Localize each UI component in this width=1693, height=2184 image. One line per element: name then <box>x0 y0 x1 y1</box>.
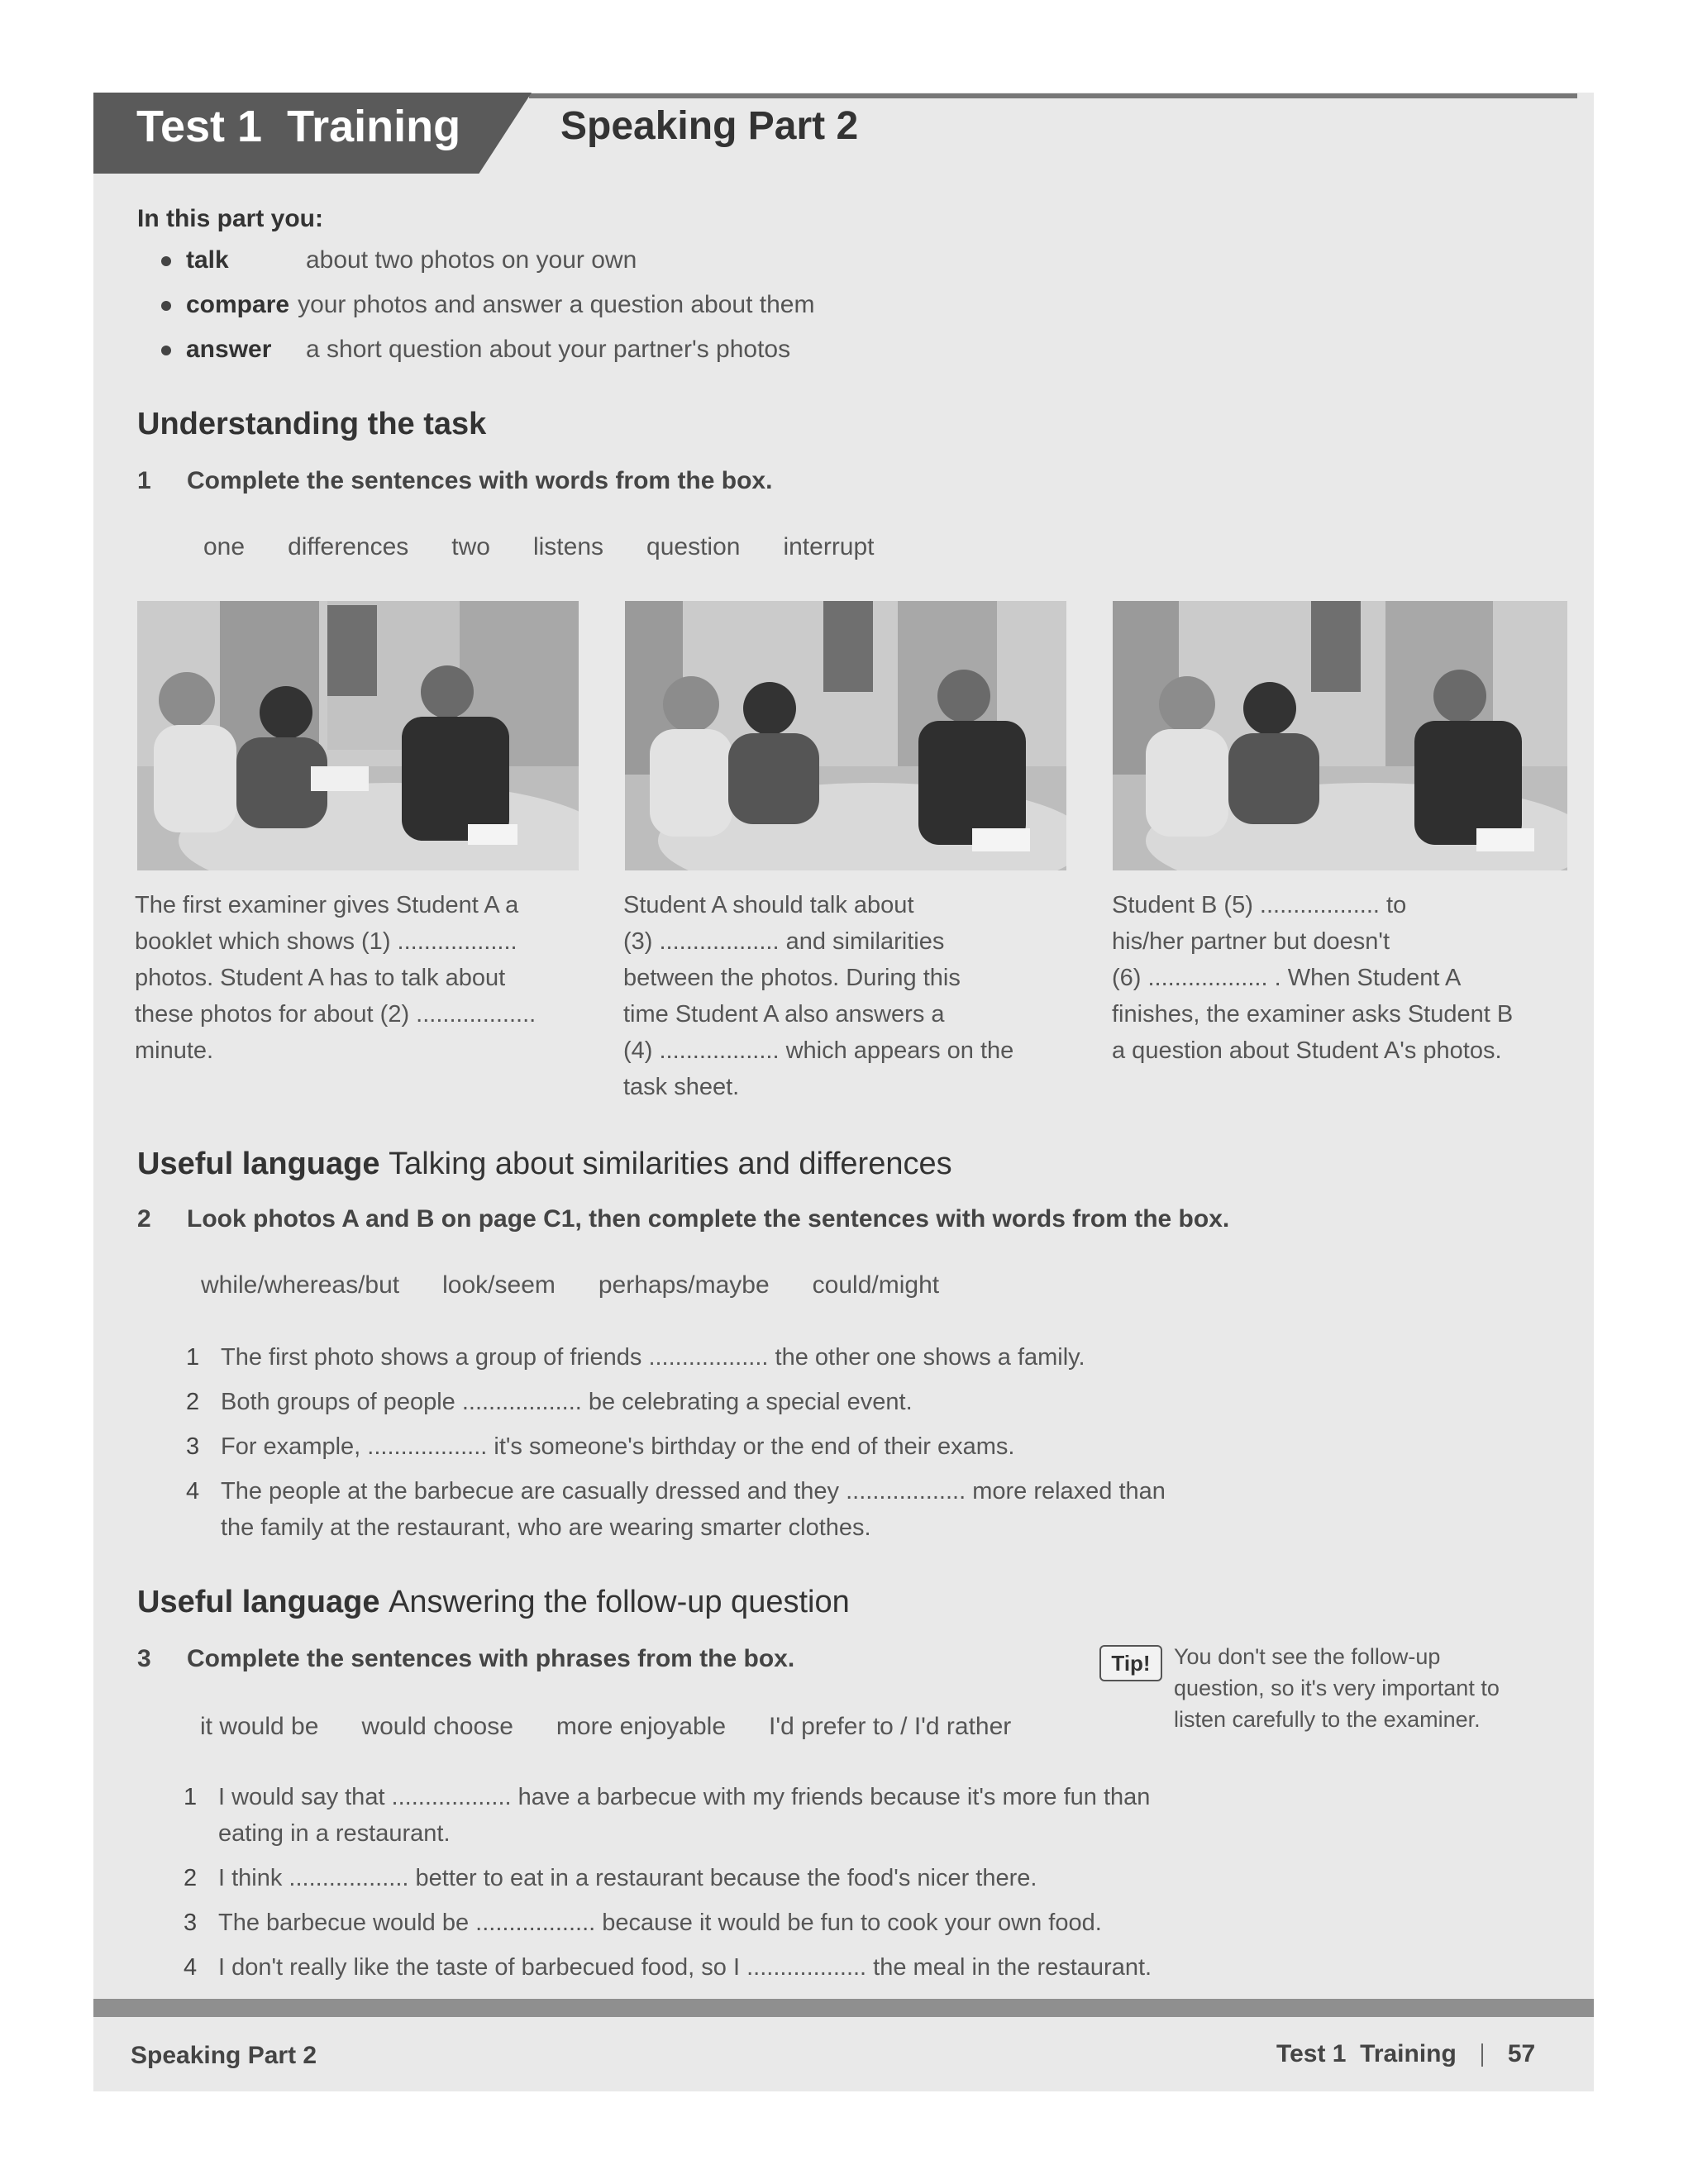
word-box-item: differences <box>288 533 409 560</box>
bullet-keyword: compare <box>186 291 290 318</box>
word-box-item: one <box>203 533 246 560</box>
footer-divider <box>1481 2043 1483 2067</box>
section-heading-understanding: Understanding the task <box>137 407 487 441</box>
item-text: I would say that .................. have a barbecue with my friends because it's more fun than <box>218 1784 1151 1810</box>
bullet-keyword: talk <box>186 246 229 274</box>
footer-test-label: Test 1 Training <box>1276 2040 1457 2067</box>
bullet-dot <box>161 346 171 355</box>
word-box-item: listens <box>532 533 604 560</box>
word-box-item: question <box>646 533 741 560</box>
footer-section-label: Speaking Part 2 <box>131 2042 317 2069</box>
item-number: 3 <box>186 1433 200 1460</box>
intro-heading: In this part you: <box>137 205 323 232</box>
page-number: 57 <box>1507 2040 1536 2067</box>
bullet-dot <box>161 301 171 311</box>
caption-line: minute. <box>135 1037 214 1064</box>
exercise-instruction: Complete the sentences with phrases from the box. <box>187 1645 795 1672</box>
caption-line: task sheet. <box>623 1074 740 1100</box>
list-item <box>186 1384 913 1420</box>
item-text: The barbecue would be .................. because it would be fun to cook your own food. <box>218 1910 1102 1936</box>
exercise-instruction: Look photos A and B on page C1, then complete the sentences with words from the box. <box>187 1205 1230 1233</box>
tip-label: Tip! <box>1099 1645 1162 1681</box>
bullet-dot <box>161 256 171 266</box>
exercise-number: 2 <box>137 1205 151 1233</box>
photo-exam-room-2 <box>625 601 1066 870</box>
photo-exam-room-1 <box>137 601 579 870</box>
page-title: Speaking Part 2 <box>560 104 859 148</box>
item-number: 4 <box>184 1954 198 1981</box>
photo-caption-3 <box>1112 887 1575 1069</box>
item-text: The first photo shows a group of friends .................. the other one shows a family. <box>221 1344 1085 1371</box>
list-item <box>184 1905 1102 1941</box>
intro-bullet <box>161 336 790 364</box>
list-item <box>184 1949 1152 1986</box>
header-rule <box>529 93 1577 98</box>
tip-text <box>1174 1641 1538 1735</box>
heading-subtitle: Answering the follow-up question <box>389 1585 850 1619</box>
caption-line: (4) .................. which appears on the <box>623 1037 1014 1064</box>
item-number: 2 <box>184 1865 198 1891</box>
caption-line: Student B (5) .................. to <box>1112 892 1407 918</box>
list-item <box>184 1860 1037 1896</box>
item-text: I don't really like the taste of barbecued food, so I .................. the meal in the restaurant. <box>218 1954 1152 1981</box>
caption-line: finishes, the examiner asks Student B <box>1112 1001 1514 1028</box>
item-number: 1 <box>186 1344 200 1371</box>
word-box-item: could/might <box>812 1271 940 1299</box>
word-box-2 <box>201 1271 939 1299</box>
section-heading-similarities <box>137 1147 952 1182</box>
heading-bold: Useful language <box>137 1585 380 1619</box>
word-box-item: would choose <box>361 1713 513 1740</box>
footer-page-info <box>1276 2040 1535 2068</box>
tip-line: question, so it's very important to <box>1174 1676 1500 1700</box>
heading-subtitle: Talking about similarities and differences <box>389 1147 952 1181</box>
caption-line: his/her partner but doesn't <box>1112 928 1390 955</box>
photo-exam-room-3 <box>1113 601 1567 870</box>
item-text: Both groups of people .................. be celebrating a special event. <box>221 1389 913 1415</box>
word-box-item: interrupt <box>783 533 875 560</box>
section-heading-follow-up <box>137 1585 850 1620</box>
intro-bullet <box>161 291 814 319</box>
word-box-item: perhaps/maybe <box>598 1271 770 1299</box>
caption-line: Student A should talk about <box>623 892 914 918</box>
word-box-item: while/whereas/but <box>201 1271 400 1299</box>
caption-line: a question about Student A's photos. <box>1112 1037 1502 1064</box>
word-box-1 <box>203 533 875 561</box>
bullet-text: a short question about your partner's photos <box>306 336 791 363</box>
caption-line: between the photos. During this <box>623 965 961 991</box>
item-number: 1 <box>184 1784 198 1810</box>
item-text-continued: eating in a restaurant. <box>218 1820 451 1847</box>
caption-line: The first examiner gives Student A a <box>135 892 519 918</box>
word-box-item: two <box>451 533 490 560</box>
list-item <box>186 1428 1014 1465</box>
caption-line: (3) .................. and similarities <box>623 928 945 955</box>
item-text: The people at the barbecue are casually dressed and they .................. more relaxed than <box>221 1478 1166 1504</box>
intro-bullet <box>161 246 637 274</box>
bullet-text: your photos and answer a question about them <box>298 291 815 318</box>
word-box-item: it would be <box>200 1713 319 1740</box>
photo-illustration <box>137 601 579 870</box>
photo-illustration <box>1113 601 1567 870</box>
word-box-item: look/seem <box>442 1271 556 1299</box>
exercise-1 <box>137 467 772 495</box>
photo-caption-1 <box>135 887 581 1069</box>
caption-line: time Student A also answers a <box>623 1001 945 1028</box>
caption-line: photos. Student A has to talk about <box>135 965 506 991</box>
bullet-text: about two photos on your own <box>306 246 637 274</box>
exercise-instruction: Complete the sentences with words from the box. <box>187 467 773 494</box>
header-tab-label: Test 1 Training <box>136 102 461 151</box>
word-box-item: more enjoyable <box>556 1713 727 1740</box>
bullet-keyword: answer <box>186 336 272 363</box>
list-item <box>186 1473 1166 1546</box>
exercise-2 <box>137 1205 1229 1233</box>
item-number: 3 <box>184 1910 198 1936</box>
photo-illustration <box>625 601 1066 870</box>
list-item <box>184 1779 1150 1852</box>
caption-line: booklet which shows (1) .................. <box>135 928 517 955</box>
list-item <box>186 1339 1085 1376</box>
caption-line: (6) .................. . When Student A <box>1112 965 1462 991</box>
exercise-number: 1 <box>137 467 151 494</box>
caption-line: these photos for about (2) .................. <box>135 1001 537 1028</box>
item-text: I think .................. better to eat in a restaurant because the food's nicer there. <box>218 1865 1037 1891</box>
tip-line: You don't see the follow-up <box>1174 1644 1441 1669</box>
item-text: For example, .................. it's someone's birthday or the end of their exams. <box>221 1433 1015 1460</box>
word-box-3 <box>200 1713 1011 1741</box>
exercise-number: 3 <box>137 1645 151 1672</box>
item-number: 4 <box>186 1478 200 1504</box>
footer-rule <box>93 1999 1594 2017</box>
item-number: 2 <box>186 1389 200 1415</box>
word-box-item: I'd prefer to / I'd rather <box>769 1713 1012 1740</box>
tip-line: listen carefully to the examiner. <box>1174 1707 1481 1732</box>
item-text-continued: the family at the restaurant, who are wearing smarter clothes. <box>221 1514 871 1541</box>
exercise-3 <box>137 1645 794 1673</box>
heading-bold: Useful language <box>137 1147 380 1181</box>
photo-caption-2 <box>623 887 1070 1105</box>
